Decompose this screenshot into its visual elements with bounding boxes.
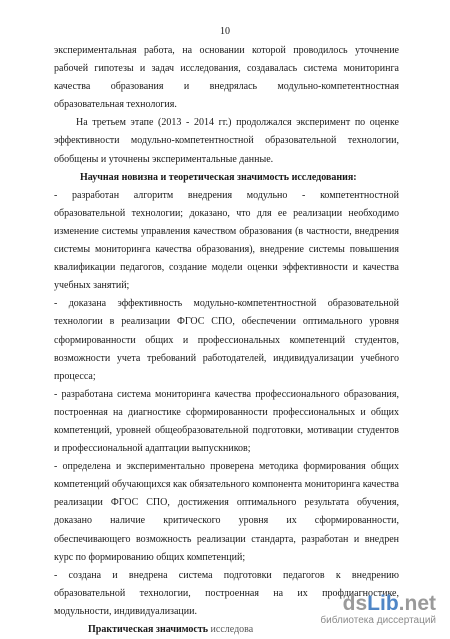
list-item-monitoring: - разработана система мониторинга качества профессионального образования, построенная на диагностике сформированности профессиональных и общих компетенций, уровней общеобразовательной подготовки, мотивации студентов и профессиональной адаптации выпускников; [54, 388, 399, 455]
list-item-teacher-training: - создана и внедрена система подготовки педагогов к внедрению образовательной технологии, построенная на их профдиагностике, модульности, индивидуализации. [54, 569, 399, 617]
paragraph-continuation: экспериментальная работа, на основании которой проводилось уточнение рабочей гипотезы и задач исследования, создавалась система мониторинга качества образования и внедрялась модульно-компетентностная образовательная технология. [54, 45, 399, 111]
list-item-algorithm: - разработан алгоритм внедрения модульно - компетентностной образовательной технологии; доказано, что для ее реализации необходимо изменение системы управления качеством образования (в частности, внедрения системы мониторинга качества образования), внедрение системы повышения квалификации педагогов, создание модели оценки эффективности и качества учебных занятий; [54, 189, 399, 292]
watermark-logo-net: .net [398, 592, 436, 615]
watermark-subtitle: библиотека диссертаций [320, 615, 436, 626]
practical-heading-bold: Практическая значимость [88, 624, 209, 635]
paragraph-third-stage: На третьем этапе (2013 - 2014 гг.) продолжался эксперимент по оценке эффективности модульно-компетентностной образовательной технологии, обобщены и уточнены экспериментальные данные. [54, 117, 399, 165]
document-body [54, 42, 399, 639]
watermark-logo-ds: ds [342, 592, 368, 615]
page-number: 10 [220, 26, 230, 37]
section-heading-novelty: Научная новизна и теоретическая значимость исследования: [80, 171, 357, 183]
watermark-logo [286, 593, 436, 615]
watermark-logo-lib: Lib [367, 592, 399, 615]
list-item-efficiency: - доказана эффективность модульно-компетентностной образовательной технологии в реализации ФГОС СПО, обеспечении оптимального уровня сформированности общих и профессиональных компетенций студентов, возможности учета требований работодателей, индивидуализации учебного процесса; [54, 298, 399, 382]
watermark [286, 593, 436, 627]
practical-heading-rest: исследова [208, 624, 254, 635]
list-item-methodology: - определена и экспериментально проверена методика формирования общих компетенций обучающихся как обязательного компонента мониторинга качества реализации ФГОС СПО, достижения оптимального результата обучения, доказано наличие критического уровня их сформированности, обеспечивающего возможность реализации стандарта, разработан и внедрен курс по формированию общих компетенций; [54, 461, 399, 563]
